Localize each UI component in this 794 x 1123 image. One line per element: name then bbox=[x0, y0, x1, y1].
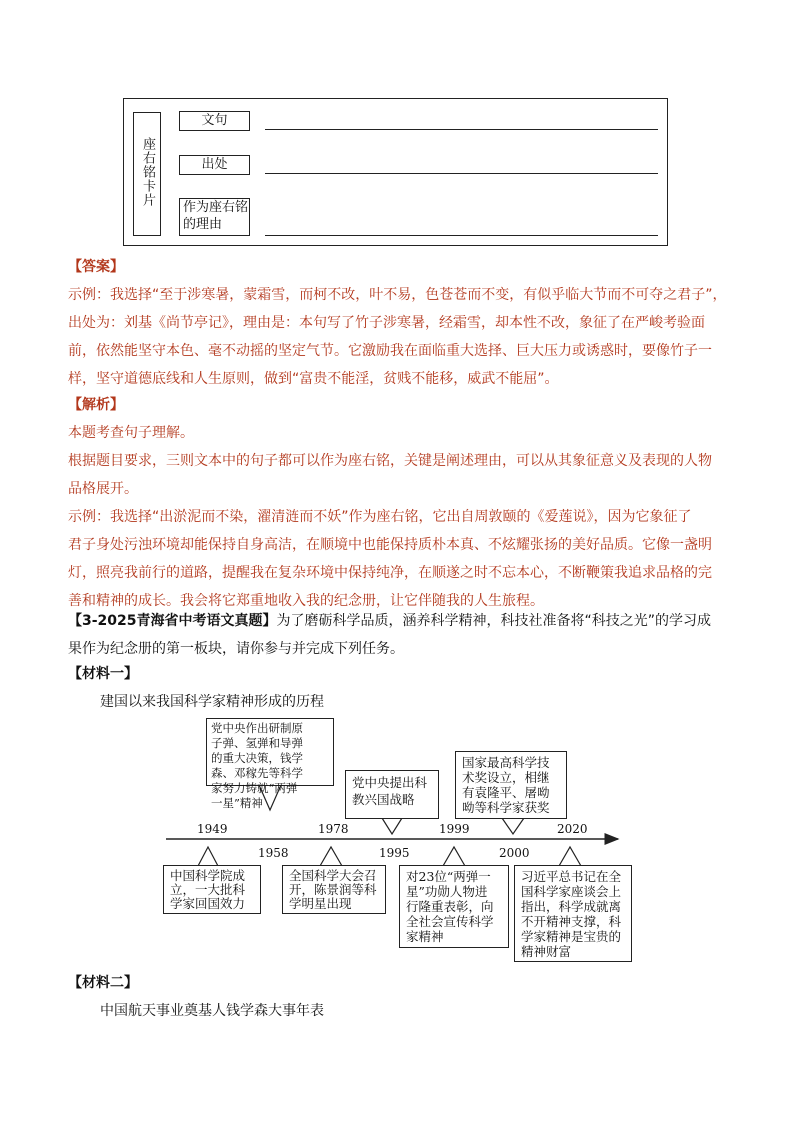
timeline-event-2000: 国家最高科学技 术奖设立，相继 有袁隆平、屠呦 呦等科学家获奖 bbox=[455, 751, 567, 819]
card-row-reason-text-1: 作为座右铭 bbox=[183, 200, 249, 215]
card-side-label: 座右铭卡片 bbox=[133, 112, 161, 236]
card-row-source-label: 出处 bbox=[179, 155, 250, 175]
analysis-line: 本题考查句子理解。 bbox=[68, 425, 194, 441]
timeline-year: 1949 bbox=[197, 822, 228, 836]
material-1-title: 建国以来我国科学家精神形成的历程 bbox=[100, 694, 324, 710]
timeline-event-1958: 党中央作出研制原 子弹、氢弹和导弹 的重大决策，钱学 森、邓稼先等科学 家努力铸就“两弹 一星”精神 bbox=[206, 718, 334, 786]
timeline-event-2020: 习近平总书记在全 国科学家座谈会上 指出，科学成就离 不开精神支撑，科 学家精神是宝贵的 精神财富 bbox=[514, 865, 632, 962]
timeline-year: 2020 bbox=[557, 822, 588, 836]
analysis-line: 善和精神的成长。我会将它郑重地收入我的纪念册，让它伴随我的人生旅程。 bbox=[68, 593, 544, 609]
card-row-reason-text-2: 的理由 bbox=[183, 217, 223, 232]
analysis-heading: 【解析】 bbox=[68, 397, 124, 413]
timeline-event-1995: 党中央提出科 教兴国战略 bbox=[345, 770, 439, 819]
timeline-event-1949: 中国科学院成 立，一大批科 学家回国效力 bbox=[163, 865, 261, 914]
question-line-2: 果作为纪念册的第一板块，请你参与并完成下列任务。 bbox=[68, 641, 404, 657]
material-1-heading: 【材料一】 bbox=[68, 666, 138, 682]
card-row-sentence-label: 文句 bbox=[179, 111, 250, 131]
timeline-event-1978: 全国科学大会召 开，陈景润等科 学明星出现 bbox=[282, 865, 386, 914]
answer-line: 前，依然能坚守本色、毫不动摇的坚定气节。它激励我在面临重大选择、巨大压力或诱惑时，要像竹子一 bbox=[68, 343, 712, 359]
analysis-line: 灯，照亮我前行的道路，提醒我在复杂环境中保持纯净，在顺遂之时不忘本心，不断鞭策我追求品格的完 bbox=[68, 565, 712, 581]
timeline-year: 1958 bbox=[258, 846, 289, 860]
timeline-year: 1995 bbox=[379, 846, 410, 860]
question-tag: 【3-2025青海省中考语文真题】 bbox=[68, 613, 277, 629]
material-2-heading: 【材料二】 bbox=[68, 975, 138, 991]
answer-line: 出处为：刘基《尚节亭记》，理由是：本句写了竹子涉寒暑，经霜雪，却本性不改，象征了在严峻考验面 bbox=[68, 315, 705, 331]
analysis-line: 品格展开。 bbox=[68, 481, 138, 497]
analysis-line: 根据题目要求，三则文本中的句子都可以作为座右铭，关键是阐述理由，可以从其象征意义及表现的人物 bbox=[68, 453, 712, 469]
question-line-1: 为了磨砺科学品质，涵养科学精神，科技社准备将“科技之光”的学习成 bbox=[276, 613, 712, 629]
timeline-year: 2000 bbox=[499, 846, 530, 860]
analysis-line: 示例：我选择“出淤泥而不染，濯清涟而不妖”作为座右铭，它出自周敦颐的《爱莲说》，因为它象征了 bbox=[68, 509, 692, 525]
material-2-title: 中国航天事业奠基人钱学森大事年表 bbox=[100, 1003, 324, 1019]
timeline-year: 1978 bbox=[318, 822, 349, 836]
answer-heading: 【答案】 bbox=[68, 259, 124, 275]
timeline-event-1999: 对23位“两弹一 星”功勋人物进 行隆重表彰，向 全社会宣传科学 家精神 bbox=[399, 865, 509, 948]
analysis-line: 君子身处污浊环境却能保持自身高洁，在顺境中也能保持质朴本真、不炫耀张扬的美好品质。它像一盏明 bbox=[68, 537, 712, 553]
timeline-year: 1999 bbox=[439, 822, 470, 836]
answer-line: 示例：我选择“至于涉寒暑，蒙霜雪，而柯不改，叶不易，色苍苍而不变，有似乎临大节而不可夺之君子”， bbox=[68, 287, 727, 303]
answer-line: 样，坚守道德底线和人生原则，做到“富贵不能淫，贫贱不能移，威武不能屈”。 bbox=[68, 371, 559, 387]
